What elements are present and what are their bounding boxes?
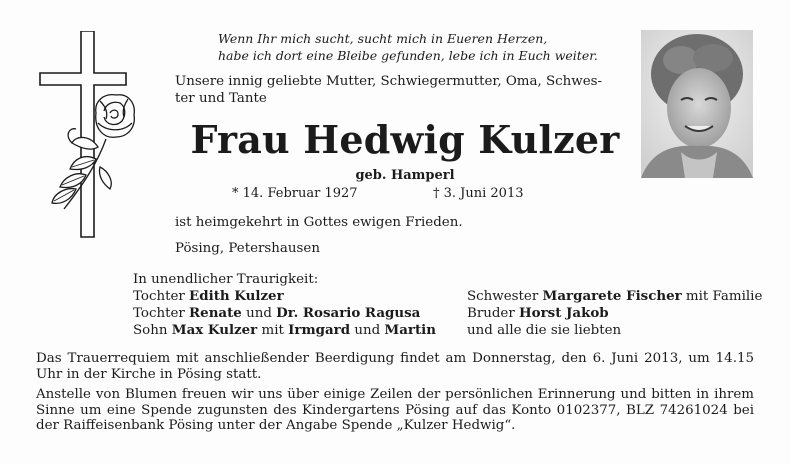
mourner-line: [467, 288, 762, 305]
mourner-line: [133, 288, 436, 305]
rose-icon: [52, 95, 134, 209]
mourner-name: Horst Jakob: [519, 305, 609, 321]
birth-date: * 14. Februar 1927: [232, 186, 358, 201]
mourner-line: [133, 322, 436, 339]
cross-icon: [36, 31, 156, 243]
mourner-line: [133, 305, 436, 322]
maiden-name: geb. Hamperl: [355, 168, 455, 183]
relation-text: Tochter: [133, 306, 190, 321]
relation-text: Schwester: [467, 289, 543, 304]
mourner-line: und alle die sie liebten: [467, 323, 622, 338]
relation-text: Bruder: [467, 306, 520, 321]
mourners-right-column: [467, 288, 762, 339]
peace-line: ist heimgekehrt in Gottes ewigen Frieden.: [175, 215, 463, 230]
mourner-name: Margarete Fischer: [542, 288, 682, 304]
relation-text: Sohn: [133, 323, 172, 338]
donation-info-paragraph: Anstelle von Blumen freuen wir uns über einige Zeilen der persönlichen Erinnerung und bitten in ihrem Sinne um eine Spende zugunsten des Kindergartens Pösing auf das Konto 0102377, BLZ 74261024 bei der Raiffeisenbank Pösing unter der Angabe Spende „Kulzer Hedwig“.: [36, 387, 754, 433]
connector-text: mit Familie: [681, 289, 763, 304]
mourners-left-column: [133, 288, 436, 339]
intro-line-1: Unsere innig geliebte Mutter, Schwiegermutter, Oma, Schwes-: [175, 74, 603, 89]
mourner-line: [467, 305, 762, 322]
mourner-name: Dr. Rosario Ragusa: [276, 305, 421, 321]
funeral-info-paragraph: Das Trauerrequiem mit anschließender Beerdigung findet am Donnerstag, den 6. Juni 2013, um 14.15 Uhr in der Kirche in Pösing statt.: [36, 351, 754, 382]
place-line: Pösing, Petershausen: [175, 241, 320, 256]
intro-line-2: ter und Tante: [175, 91, 267, 106]
quote-line-1: Wenn Ihr mich sucht, sucht mich in Eueren Herzen,: [218, 31, 548, 46]
mourner-name: Martin: [384, 322, 436, 338]
mourner-name: Max Kulzer: [171, 322, 258, 338]
quote-line-2: habe ich dort eine Bleibe gefunden, lebe ich in Euch weiter.: [218, 48, 598, 63]
connector-text: mit: [257, 323, 289, 338]
intro-text: [175, 73, 635, 107]
mourner-name: Renate: [189, 305, 242, 321]
portrait-photo: [641, 30, 753, 178]
mourner-name: Irmgard: [288, 322, 351, 338]
mourner-name: Edith Kulzer: [189, 288, 284, 304]
connector-text: und: [241, 306, 277, 321]
deceased-name: Frau Hedwig Kulzer: [190, 117, 620, 162]
mourning-title: In unendlicher Traurigkeit:: [133, 272, 319, 287]
connector-text: und: [350, 323, 385, 338]
death-date: † 3. Juni 2013: [433, 186, 524, 201]
quote: [218, 30, 638, 64]
relation-text: Tochter: [133, 289, 190, 304]
